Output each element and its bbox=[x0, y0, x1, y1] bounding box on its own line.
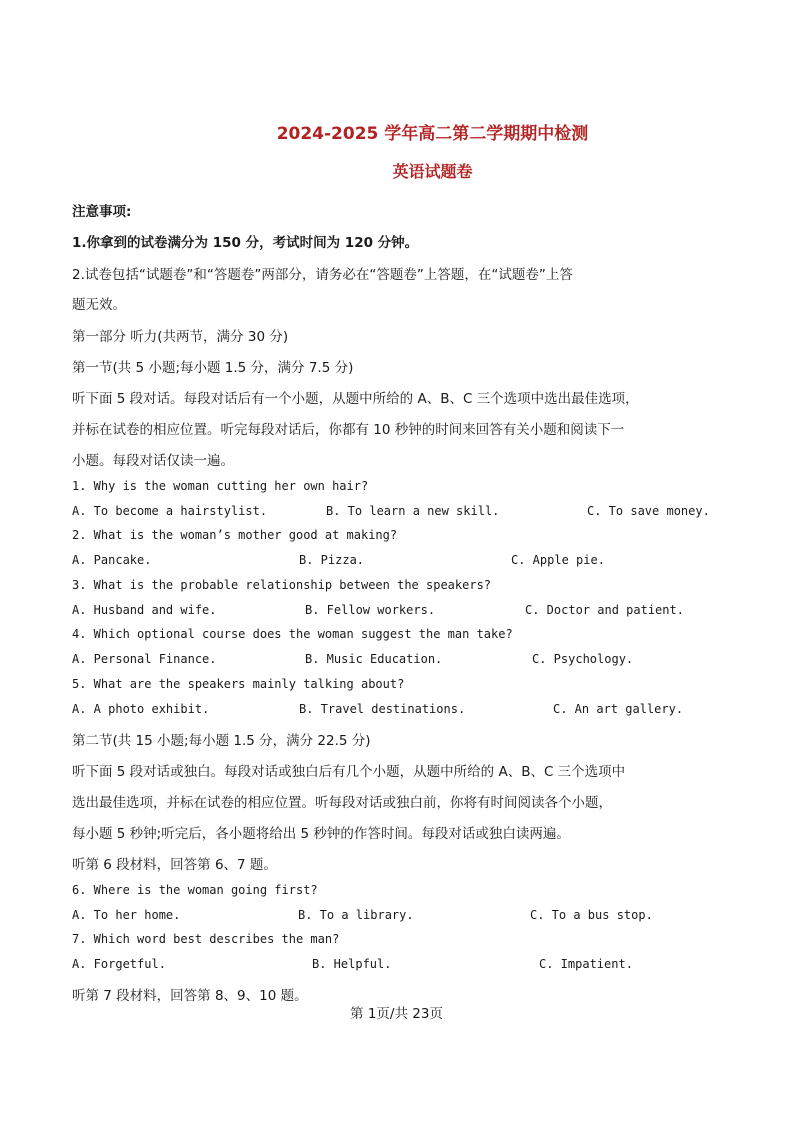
question-6-option-c: C. To a bus stop. bbox=[530, 908, 653, 922]
section1-heading: 第一节(共 5 小题;每小题 1.5 分，满分 7.5 分) bbox=[72, 360, 354, 376]
question-3-option-a: A. Husband and wife. bbox=[72, 603, 217, 617]
notice-heading: 注意事项: bbox=[72, 204, 132, 220]
section2-heading: 第二节(共 15 小题;每小题 1.5 分，满分 22.5 分) bbox=[72, 733, 371, 749]
question-3-option-c: C. Doctor and patient. bbox=[525, 603, 684, 617]
question-2-option-a: A. Pancake. bbox=[72, 553, 152, 567]
material-7-instruction: 听第 7 段材料，回答第 8、9、10 题。 bbox=[72, 988, 308, 1004]
question-2-option-b: B. Pizza. bbox=[299, 553, 365, 567]
question-7: 7. Which word best describes the man? bbox=[72, 932, 340, 946]
material-6-instruction: 听第 6 段材料，回答第 6、7 题。 bbox=[72, 857, 277, 873]
section1-instruction-line-2: 并标在试卷的相应位置。听完每段对话后，你都有 10 秒钟的时间来回答有关小题和阅读下一 bbox=[72, 422, 625, 438]
notice-item-1: 1.你拿到的试卷满分为 150 分，考试时间为 120 分钟。 bbox=[72, 235, 419, 251]
question-1: 1. Why is the woman cutting her own hair? bbox=[72, 479, 369, 493]
question-4: 4. Which optional course does the woman suggest the man take? bbox=[72, 627, 513, 641]
question-6: 6. Where is the woman going first? bbox=[72, 883, 318, 897]
section2-instruction-line-2: 选出最佳选项，并标在试卷的相应位置。听每段对话或独白前，你将有时间阅读各个小题， bbox=[72, 795, 612, 811]
question-6-option-a: A. To her home. bbox=[72, 908, 181, 922]
section2-instruction-line-3: 每小题 5 秒钟;听完后，各小题将给出 5 秒钟的作答时间。每段对话或独白读两遍。 bbox=[72, 826, 570, 842]
question-1-option-b: B. To learn a new skill. bbox=[326, 504, 500, 518]
question-1-option-a: A. To become a hairstylist. bbox=[72, 504, 268, 518]
question-7-option-b: B. Helpful. bbox=[312, 957, 392, 971]
part1-heading: 第一部分 听力(共两节，满分 30 分) bbox=[72, 329, 289, 345]
notice-item-2-line-2: 题无效。 bbox=[72, 297, 126, 313]
section1-instruction-line-1: 听下面 5 段对话。每段对话后有一个小题，从题中所给的 A、B、C 三个选项中选出最佳选项， bbox=[72, 391, 639, 407]
question-3-option-b: B. Fellow workers. bbox=[305, 603, 436, 617]
question-5-option-c: C. An art gallery. bbox=[553, 702, 684, 716]
question-2: 2. What is the woman’s mother good at making? bbox=[72, 528, 398, 542]
question-5-option-a: A. A photo exhibit. bbox=[72, 702, 210, 716]
section2-instruction-line-1: 听下面 5 段对话或独白。每段对话或独白后有几个小题，从题中所给的 A、B、C 三个选项中 bbox=[72, 764, 626, 780]
question-6-option-b: B. To a library. bbox=[298, 908, 414, 922]
page-number: 第 1页/共 23页 bbox=[350, 1006, 443, 1022]
question-2-option-c: C. Apple pie. bbox=[511, 553, 605, 567]
exam-title: 2024-2025 学年高二第二学期期中检测 bbox=[276, 124, 589, 144]
question-4-option-a: A. Personal Finance. bbox=[72, 652, 217, 666]
question-7-option-a: A. Forgetful. bbox=[72, 957, 166, 971]
question-5-option-b: B. Travel destinations. bbox=[299, 702, 466, 716]
question-3: 3. What is the probable relationship between the speakers? bbox=[72, 578, 492, 592]
question-4-option-b: B. Music Education. bbox=[305, 652, 443, 666]
question-1-option-c: C. To save money. bbox=[587, 504, 710, 518]
question-7-option-c: C. Impatient. bbox=[539, 957, 633, 971]
notice-item-2-line-1: 2.试卷包括“试题卷”和“答题卷”两部分，请务必在“答题卷”上答题，在“试题卷”上答 bbox=[72, 267, 573, 283]
question-5: 5. What are the speakers mainly talking about? bbox=[72, 677, 405, 691]
section1-instruction-line-3: 小题。每段对话仅读一遍。 bbox=[72, 453, 234, 469]
exam-subtitle: 英语试题卷 bbox=[392, 162, 473, 181]
question-4-option-c: C. Psychology. bbox=[532, 652, 634, 666]
